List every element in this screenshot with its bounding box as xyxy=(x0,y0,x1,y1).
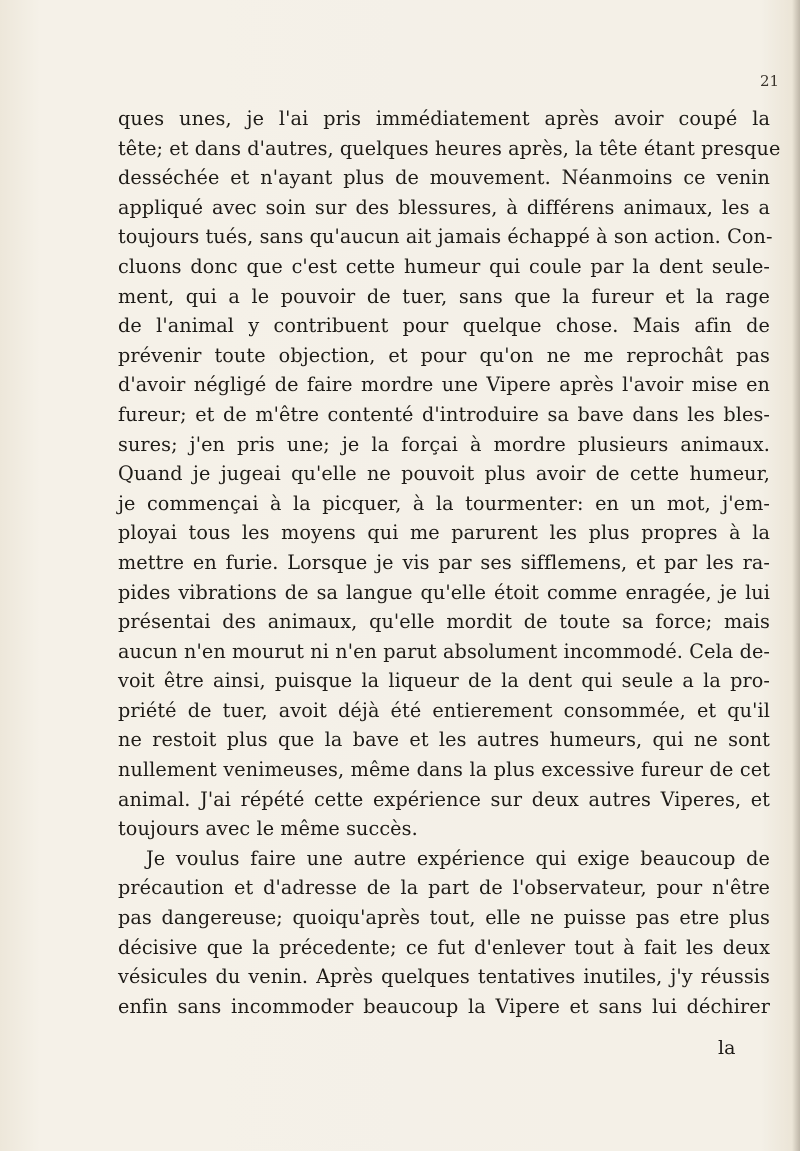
text-line: Je voulus faire une autre expérience qui exige beaucoup de xyxy=(146,846,770,870)
text-line: ment, qui a le pouvoir de tuer, sans que la fureur et la rage xyxy=(118,284,770,308)
text-line: ques unes, je l'ai pris immédiatement après avoir coupé la xyxy=(118,107,770,130)
text-line: appliqué avec soin sur des blessures, à différens animaux, les a xyxy=(118,195,770,219)
text-line: animal. J'ai répété cette expérience sur deux autres Viperes, et xyxy=(118,787,770,811)
text-line: ployai tous les moyens qui me parurent les plus propres à la xyxy=(118,521,770,545)
text-line: prévenir toute objection, et pour qu'on ne me reprochât pas xyxy=(118,343,770,367)
text-line: d'avoir négligé de faire mordre une Vipere après l'avoir mise en xyxy=(118,373,770,397)
text-line: mettre en furie. Lorsque je vis par ses sifflemens, et par les ra- xyxy=(118,550,770,574)
text-line: toujours avec le même succès. xyxy=(118,817,418,841)
text-line: aucun n'en mourut ni n'en parut absolument incommodé. Cela de- xyxy=(118,639,770,663)
text-line: de l'animal y contribuent pour quelque chose. Mais afin de xyxy=(118,314,770,338)
page-number: 21 xyxy=(760,72,780,90)
body-text xyxy=(118,104,781,1021)
text-line: vésicules du venin. Après quelques tentatives inutiles, j'y réussis xyxy=(118,965,770,989)
text-line: sures; j'en pris une; je la forçai à mordre plusieurs animaux. xyxy=(118,432,770,456)
text-line: pides vibrations de sa langue qu'elle étoit comme enragée, je lui xyxy=(118,580,770,604)
text-line: toujours tués, sans qu'aucun ait jamais échappé à son action. Con- xyxy=(118,225,773,249)
text-line: présentai des animaux, qu'elle mordit de toute sa force; mais xyxy=(118,610,770,634)
text-line: je commençai à la picquer, à la tourmenter: en un mot, j'em- xyxy=(118,491,770,515)
text-line: tête; et dans d'autres, quelques heures après, la tête étant presque xyxy=(118,136,781,160)
text-line: desséchée et n'ayant plus de mouvement. Néanmoins ce venin xyxy=(118,166,770,190)
text-line: cluons donc que c'est cette humeur qui coule par la dent seule- xyxy=(118,254,770,278)
text-line: nullement venimeuses, même dans la plus excessive fureur de cet xyxy=(118,758,770,782)
text-line: précaution et d'adresse de la part de l'observateur, pour n'être xyxy=(118,876,770,900)
text-line: décisive que la précedente; ce fut d'enlever tout à fait les deux xyxy=(118,935,770,959)
text-line: Quand je jugeai qu'elle ne pouvoit plus avoir de cette humeur, xyxy=(118,462,770,486)
text-line: voit être ainsi, puisque la liqueur de la dent qui seule a la pro- xyxy=(118,669,770,693)
page-edge-shadow xyxy=(792,0,800,1151)
text-line: fureur; et de m'être contenté d'introduire sa bave dans les bles- xyxy=(118,402,770,426)
catchword: la xyxy=(718,1037,736,1059)
text-line: priété de tuer, avoit déjà été entierement consommée, et qu'il xyxy=(118,698,770,722)
text-line: ne restoit plus que la bave et les autres humeurs, qui ne sont xyxy=(118,728,770,752)
text-line: enfin sans incommoder beaucoup la Vipere et sans lui déchirer xyxy=(118,994,770,1018)
text-line: pas dangereuse; quoiqu'après tout, elle ne puisse pas etre plus xyxy=(118,906,770,930)
